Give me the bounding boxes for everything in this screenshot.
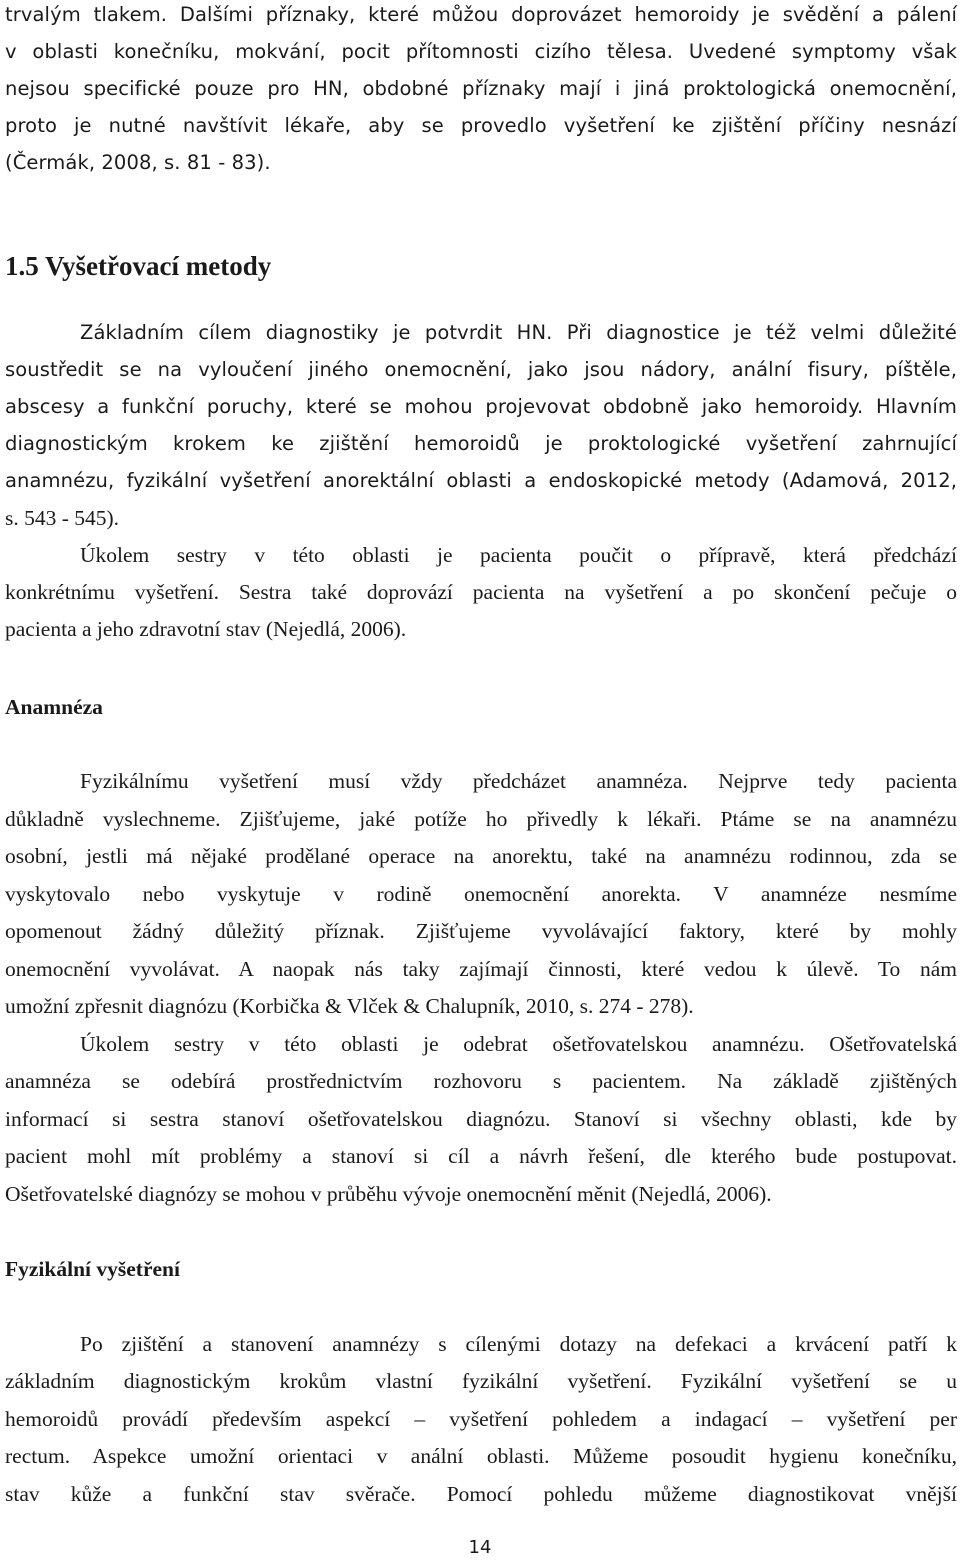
paragraph-line: soustředit se na vyloučení jiného onemocnění, jako jsou nádory, anální fisury, píštěle, [5, 358, 957, 381]
paragraph-line: (Čermák, 2008, s. 81 - 83). [5, 151, 271, 174]
paragraph-line: informací si sestra stanoví ošetřovatelskou diagnózu. Stanoví si všechny oblasti, kde by [5, 1107, 957, 1131]
paragraph-line: onemocnění vyvolávat. A naopak nás taky zajímají činnosti, které vedou k úlevě. To nám [5, 957, 957, 981]
paragraph-line: konkrétnímu vyšetření. Sestra také doprovází pacienta na vyšetření a po skončení pečuje o [5, 580, 957, 604]
paragraph-line: Úkolem sestry v této oblasti je odebrat ošetřovatelskou anamnézu. Ošetřovatelská [80, 1032, 957, 1056]
paragraph-line: v oblasti konečníku, mokvání, pocit přítomnosti cizího tělesa. Uvedené symptomy však [5, 40, 957, 63]
paragraph-line: Základním cílem diagnostiky je potvrdit HN. Při diagnostice je též velmi důležité [80, 321, 957, 344]
paragraph-line: důkladně vyslechneme. Zjišťujeme, jaké potíže ho přivedly k lékaři. Ptáme se na anamnézu [5, 807, 957, 831]
paragraph-line: Ošetřovatelské diagnózy se mohou v průběhu vývoje onemocnění měnit (Nejedlá, 2006). [5, 1182, 772, 1206]
paragraph-line: Úkolem sestry v této oblasti je pacienta poučit o přípravě, která předchází [80, 543, 957, 567]
paragraph-line: anamnéza se odebírá prostřednictvím rozhovoru s pacientem. Na základě zjištěných [5, 1069, 957, 1093]
subheading-anamneza: Anamnéza [5, 695, 103, 719]
paragraph-line: pacient mohl mít problémy a stanoví si cíl a návrh řešení, dle kterého bude postupovat. [5, 1144, 957, 1168]
paragraph-line: Po zjištění a stanovení anamnézy s cílenými dotazy na defekaci a krvácení patří k [80, 1332, 957, 1356]
paragraph-line: osobní, jestli má nějaké prodělané operace na anorektu, také na anamnézu rodinnou, zda se [5, 844, 957, 868]
paragraph-line: umožní zpřesnit diagnózu (Korbička & Vlček & Chalupník, 2010, s. 274 - 278). [5, 994, 694, 1018]
paragraph-line: Fyzikálnímu vyšetření musí vždy předcházet anamnéza. Nejprve tedy pacienta [80, 769, 957, 793]
paragraph-line: hemoroidů provádí především aspekcí – vyšetření pohledem a indagací – vyšetření per [5, 1407, 957, 1431]
page-number: 14 [468, 1537, 492, 1558]
paragraph-line: stav kůže a funkční stav svěrače. Pomocí pohledu můžeme diagnostikovat vnější [5, 1482, 957, 1506]
paragraph-line: pacienta a jeho zdravotní stav (Nejedlá, 2006). [5, 617, 407, 641]
paragraph-line: trvalým tlakem. Dalšími příznaky, které můžou doprovázet hemoroidy je svědění a pálení [5, 3, 957, 26]
paragraph-line: vyskytovalo nebo vyskytuje v rodině onemocnění anorekta. V anamnéze nesmíme [5, 882, 957, 906]
paragraph-line: rectum. Aspekce umožní orientaci v anální oblasti. Můžeme posoudit hygienu konečníku, [5, 1444, 957, 1468]
paragraph-line: opomenout žádný důležitý příznak. Zjišťujeme vyvolávající faktory, které by mohly [5, 919, 957, 943]
paragraph-line: proto je nutné navštívit lékaře, aby se provedlo vyšetření ke zjištění příčiny nesnází [5, 114, 957, 137]
paragraph-line: diagnostickým krokem ke zjištění hemoroidů je proktologické vyšetření zahrnující [5, 432, 957, 455]
paragraph-line: základním diagnostickým krokům vlastní fyzikální vyšetření. Fyzikální vyšetření se u [5, 1369, 957, 1393]
paragraph-line: s. 543 - 545). [5, 506, 120, 530]
paragraph-line: abscesy a funkční poruchy, které se mohou projevovat obdobně jako hemoroidy. Hlavním [5, 395, 957, 418]
paragraph-line: anamnézu, fyzikální vyšetření anorektální oblasti a endoskopické metody (Adamová, 2012, [5, 469, 957, 492]
paragraph-line: nejsou specifické pouze pro HN, obdobné příznaky mají i jiná proktologická onemocnění, [5, 77, 957, 100]
subheading-fyzikalni-vysetreni: Fyzikální vyšetření [5, 1257, 180, 1281]
section-heading: 1.5 Vyšetřovací metody [5, 251, 272, 281]
